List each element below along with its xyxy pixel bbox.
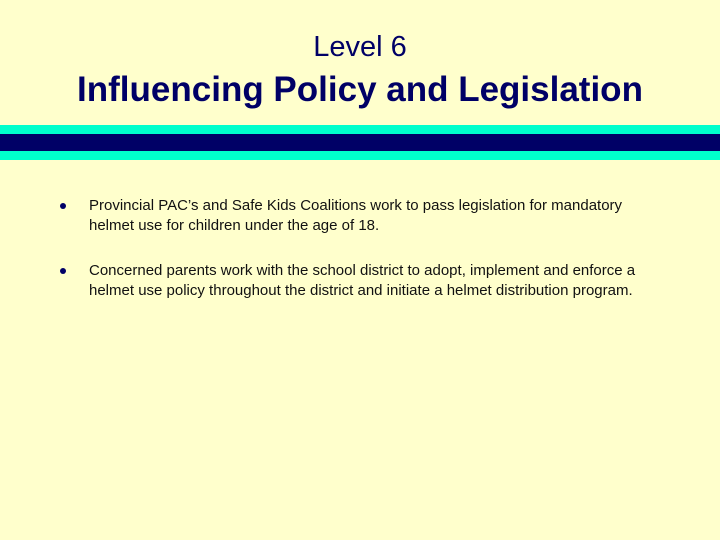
bullet-item: [0, 261, 669, 301]
bullet-text: Concerned parents work with the school district to adopt, implement and enforce a helmet use policy throughout the district and initiate a helmet distribution program.: [89, 262, 636, 299]
accent-band-top: [0, 125, 720, 134]
bullet-dot-icon: [60, 268, 66, 274]
bullet-list: [0, 196, 720, 326]
slide-title: Influencing Policy and Legislation: [77, 70, 643, 109]
bullet-item: [0, 196, 669, 236]
accent-band-bottom: [0, 151, 720, 160]
slide-subtitle: Level 6: [313, 31, 407, 63]
bullet-dot-icon: [60, 203, 66, 209]
bullet-text: Provincial PAC’s and Safe Kids Coalitions work to pass legislation for mandatory helmet use for children under the age of 18.: [89, 197, 623, 234]
accent-band-dark: [0, 134, 720, 151]
